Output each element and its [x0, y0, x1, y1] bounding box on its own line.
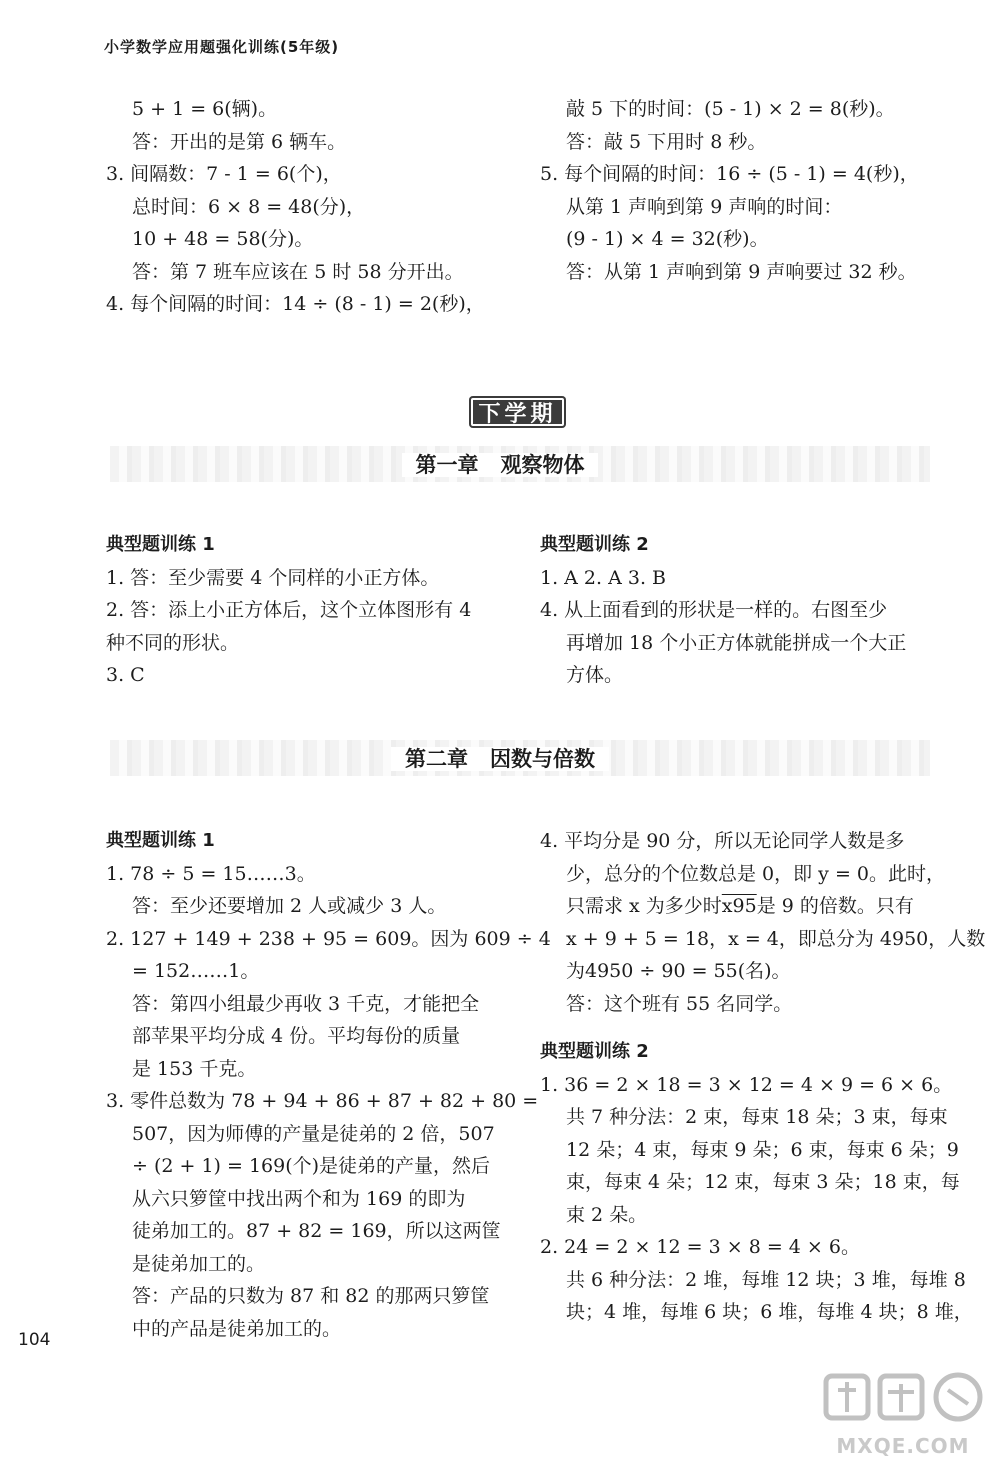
ch2-right-column — [540, 825, 986, 1329]
text-line: 部苹果平均分成 4 份。平均每份的质量 — [132, 1025, 461, 1047]
text-line: 答：敲 5 下用时 8 秒。 — [566, 130, 767, 153]
text-line: 答：这个班有 55 名同学。 — [566, 992, 793, 1015]
text-line: 5. 每个间隔的时间：16 ÷ (5 - 1) = 4(秒)， — [540, 163, 919, 185]
text-line: 共 6 种分法：2 堆，每堆 12 块；3 堆，每堆 8 — [566, 1268, 966, 1291]
text-line — [540, 890, 940, 923]
semester-badge: 下学期 — [469, 396, 566, 428]
text-line: 种不同的形状。 — [106, 631, 240, 654]
text-line: 总时间：6 × 8 = 48(分)， — [132, 195, 366, 218]
text-line: 2. 答：添上小正方体后，这个立体图形有 4 — [106, 599, 472, 621]
watermark-text: MXQE.COM — [836, 1434, 970, 1458]
ch1-left-column — [106, 529, 506, 692]
text-line: 2. 127 + 149 + 238 + 95 = 609。因为 609 ÷ 4 — [106, 927, 551, 950]
text-line: = 152……1。 — [132, 960, 260, 982]
text-line: 束 2 朵。 — [566, 1203, 648, 1226]
text-line: 答：产品的只数为 87 和 82 的那两只箩筐 — [132, 1285, 490, 1307]
text-line: 是 153 千克。 — [132, 1057, 257, 1080]
text-line: 1. 78 ÷ 5 = 15……3。 — [106, 862, 316, 885]
running-header: 小学数学应用题强化训练(5年级) — [104, 38, 340, 56]
text-line: 3. 间隔数：7 - 1 = 6(个)， — [106, 163, 342, 185]
text-line: (9 - 1) × 4 = 32(秒)。 — [566, 228, 769, 250]
text-line: 再增加 18 个小正方体就能拼成一个大正 — [566, 631, 907, 654]
watermark-logo — [818, 1368, 988, 1458]
section-heading: 典型题训练 1 — [106, 534, 215, 555]
text-line: 方体。 — [566, 664, 624, 686]
page-number: 104 — [18, 1330, 51, 1350]
text-line: 3. C — [106, 664, 145, 686]
text-line: 2. 24 = 2 × 12 = 3 × 8 = 4 × 6。 — [540, 1236, 860, 1258]
text-line: 答：至少还要增加 2 人或减少 3 人。 — [132, 895, 447, 917]
text-line: 1. 答：至少需要 4 个同样的小正方体。 — [106, 566, 440, 589]
text-line: 1. A 2. A 3. B — [540, 566, 666, 589]
text-line: x + 9 + 5 = 18，x = 4，即总分为 4950，人数 — [566, 927, 986, 950]
chapter-2-title — [0, 743, 1000, 773]
text-line: 敲 5 下的时间：(5 - 1) × 2 = 8(秒)。 — [566, 98, 895, 120]
text-line: 中的产品是徒弟加工的。 — [132, 1317, 342, 1340]
text-line: 答：第四小组最少再收 3 千克，才能把全 — [132, 992, 480, 1015]
text-line: 答：从第 1 声响到第 9 声响要过 32 秒。 — [566, 260, 917, 283]
text-fragment: 只需求 x 为多少时 — [566, 895, 722, 917]
text-line: 答：开出的是第 6 辆车。 — [132, 130, 347, 153]
top-right-column — [540, 93, 940, 288]
text-line: 12 朵；4 束，每束 9 朵；6 束，每束 6 朵；9 — [566, 1138, 959, 1161]
text-line: 4. 从上面看到的形状是一样的。右图至少 — [540, 599, 888, 621]
text-line: 少，总分的个位数总是 0，即 y = 0。此时， — [566, 862, 945, 885]
ch1-right-column — [540, 529, 940, 692]
text-line: ÷ (2 + 1) = 169(个)是徒弟的产量，然后 — [132, 1155, 491, 1177]
text-line: 507，因为师傅的产量是徒弟的 2 倍，507 — [132, 1122, 495, 1145]
text-line: 共 7 种分法：2 束，每束 18 朵；3 束，每束 — [566, 1106, 948, 1128]
text-line: 为4950 ÷ 90 = 55(名)。 — [566, 960, 791, 982]
section-heading: 典型题训练 2 — [540, 1041, 649, 1062]
text-line: 10 + 48 = 58(分)。 — [132, 228, 314, 250]
text-line: 3. 零件总数为 78 + 94 + 86 + 87 + 82 + 80 = — [106, 1090, 539, 1112]
text-fragment: 是 9 的倍数。只有 — [756, 895, 914, 917]
ch2-left-column — [106, 825, 551, 1345]
chapter-title-text: 第一章 观察物体 — [402, 453, 599, 477]
text-line: 束，每束 4 朵；12 束，每束 3 朵；18 束，每 — [566, 1171, 960, 1193]
text-line: 是徒弟加工的。 — [132, 1252, 266, 1275]
text-line: 答：第 7 班车应该在 5 时 58 分开出。 — [132, 260, 464, 283]
section-heading: 典型题训练 2 — [540, 534, 649, 555]
text-line: 1. 36 = 2 × 18 = 3 × 12 = 4 × 9 = 6 × 6。 — [540, 1073, 953, 1096]
watermark-mark-icon — [818, 1368, 988, 1430]
chapter-1-title — [0, 449, 1000, 479]
top-left-column — [106, 93, 506, 321]
text-line: 4. 平均分是 90 分，所以无论同学人数是多 — [540, 830, 905, 852]
text-line: 从六只箩筐中找出两个和为 169 的即为 — [132, 1187, 466, 1210]
text-line: 块；4 堆，每堆 6 块；6 堆，每堆 4 块；8 堆， — [566, 1301, 973, 1323]
text-line: 4. 每个间隔的时间：14 ÷ (8 - 1) = 2(秒)， — [106, 293, 485, 315]
section-heading: 典型题训练 1 — [106, 830, 215, 851]
chapter-title-text: 第二章 因数与倍数 — [391, 747, 609, 771]
text-line: 5 + 1 = 6(辆)。 — [132, 98, 278, 120]
text-line: 从第 1 声响到第 9 声响的时间： — [566, 195, 843, 218]
overlined-number: x95 — [721, 895, 757, 917]
text-line: 徒弟加工的。87 + 82 = 169，所以这两筐 — [132, 1220, 501, 1242]
